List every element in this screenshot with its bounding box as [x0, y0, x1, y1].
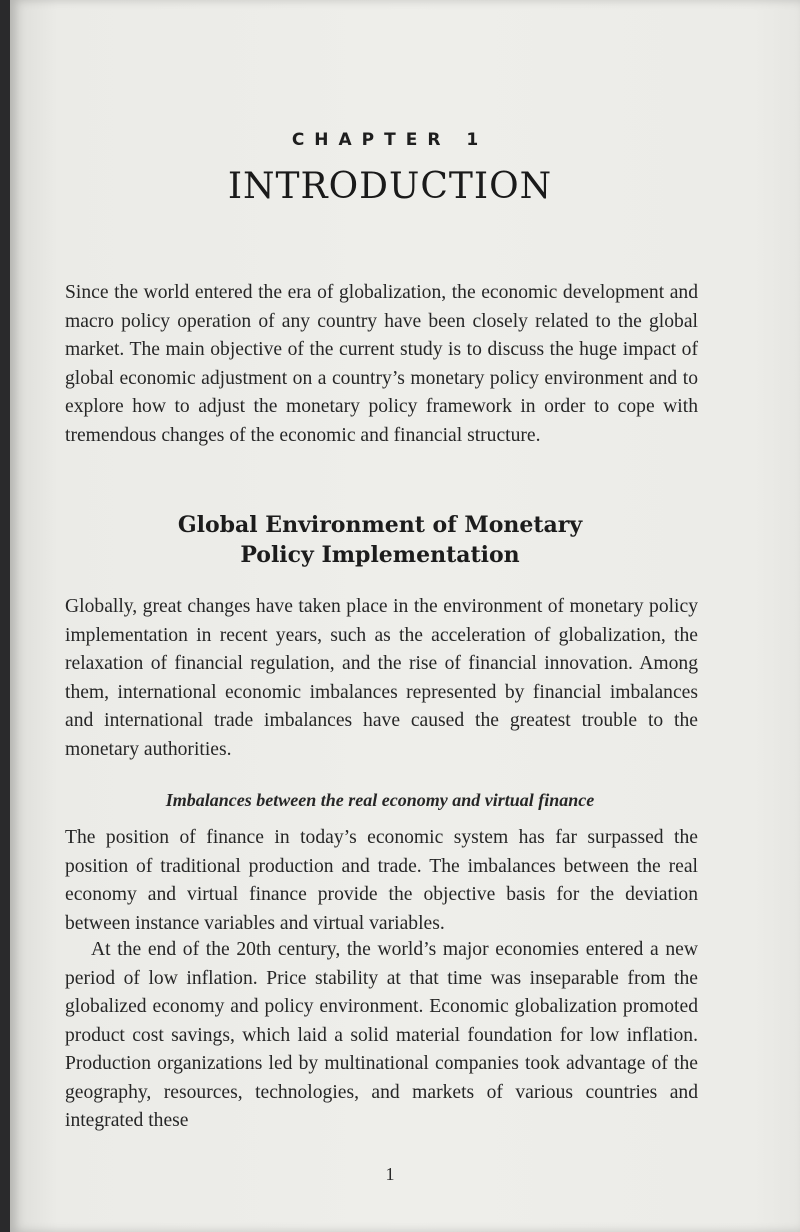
- subsection-paragraph-1: The position of finance in today’s economic system has far surpassed the position of traditional production and trade. The imbalances between the real economy and virtual finance provide the objective basis for the deviation between instance variables and virtual variables.: [65, 827, 698, 934]
- page-number: 1: [385, 1164, 395, 1184]
- section-heading: [50, 510, 710, 570]
- chapter-label: CHAPTER 1: [291, 130, 489, 150]
- intro-paragraph: Since the world entered the era of globalization, the economic development and macro policy operation of any country have been closely related to the global market. The main objective of the current study is to discuss the huge impact of global economic adjustment on a country’s monetary policy environment and to explore how to adjust the monetary policy framework in order to cope with tremendous changes of the economic and financial structure.: [65, 282, 698, 446]
- section-paragraph: Globally, great changes have taken place in the environment of monetary policy implementation in recent years, such as the acceleration of globalization, the relaxation of financial regulation, and the rise of financial innovation. Among them, international economic imbalances represented by financial imbalances and international trade imbalances have caused the greatest trouble to the monetary authorities.: [65, 596, 698, 760]
- subsection-heading: Imbalances between the real economy and virtual finance: [165, 790, 595, 810]
- section-heading-line2: Policy Implementation: [240, 542, 520, 568]
- book-page: [10, 0, 800, 1232]
- chapter-title: INTRODUCTION: [227, 166, 553, 207]
- section-heading-line1: Global Environment of Monetary: [177, 512, 583, 538]
- subsection-paragraph-2: At the end of the 20th century, the world’s major economies entered a new period of low inflation. Price stability at that time was inseparable from the globalized economy and policy environment. Economic globalization promoted product cost savings, which laid a solid material foundation for low inflation. Production organizations led by multinational companies took advantage of the geography, resources, technologies, and markets of various countries and integrated these: [65, 939, 698, 1131]
